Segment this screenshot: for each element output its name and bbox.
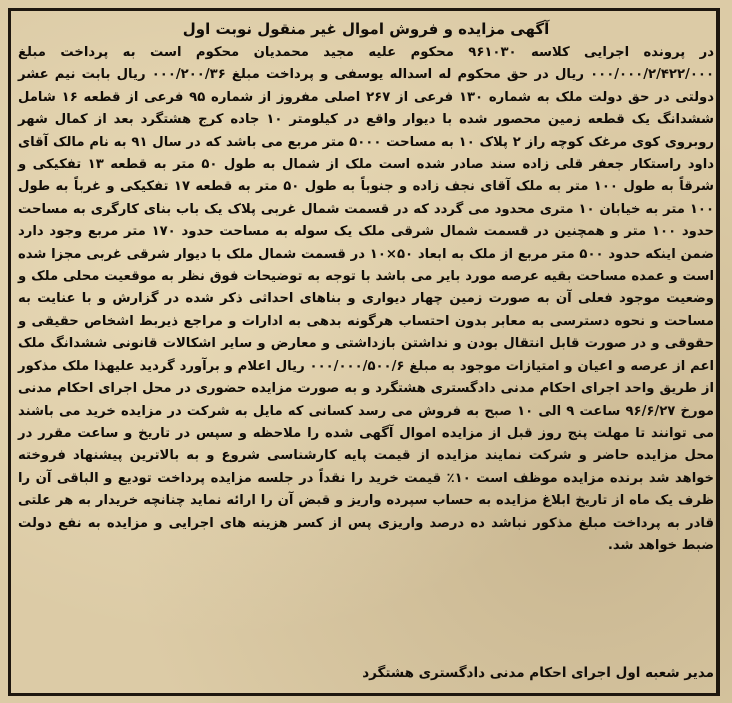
notice-body: در پرونده اجرایی کلاسه ۹۶۱۰۳۰ محکوم علیه مجید محمدیان محکوم است به پرداخت مبلغ ۰۰۰/۰۰۰/۲/۴۲۲/۰۰۰ ریال در حق محکوم له اسداله یوسفی و پرداخت مبلغ ۰۰۰/۲۰۰/۳۶ ریال بابت نیم عشر دولتی در حق دولت ملک به شماره ۱۳۰ فرعی از ۲۶۷ اصلی مفروز از شماره ۹۵ فرعی از قطعه ۱۶ شامل ششدانگ یک قطعه زمین محصور شده با دیوار واقع در کیلومتر ۱۰ جاده کرج هشتگرد بعد از کمال شهر روبروی کوی مرغک کوچه راز ۲ پلاک ۱۰ به مساحت ۵۰۰۰ متر مربع می باشد که در سال ۹۱ به نام مالک آقای داود راستکار جعفر قلی زاده سند صادر شده است ملک از شمال به طول ۵۰ متر به قطعه ۱۳ تفکیکی و شرقاً به طول ۱۰۰ متر به ملک آقای نجف زاده و جنوباً به طول ۵۰ متر به قطعه ۱۷ تفکیکی و غرباً به طول ۱۰۰ متر به خیابان ۱۰ متری محدود می گردد که در قسمت شمال غربی پلاک یک باب بنای کارگری به مساحت حدود ۱۰۰ متر و همچنین در قسمت شمال شرقی ملک یک سوله به مساحت حدود ۱۷۰ متر مربع وجود دارد ضمن اینکه حدود ۵۰۰ متر مربع از ملک به ابعاد ۵۰×۱۰ در قسمت شمال ملک با دیوار شرقی غربی مجزا شده است و عمده مساحت بقیه عرصه مورد بایر می باشد با توجه به توضیحات فوق نظر به موقعیت محلی ملک و وضعیت موجود فعلی آن به صورت زمین چهار دیواری و بناهای احداثی ذکر شده در گزارش و با عنایت به مساحت و نحوه دسترسی به معابر بدون احتساب هرگونه بدهی به ادارات و مراجع ذیربط اشخاص حقیقی و حقوقی و در صورت قابل انتقال بودن و نداشتن بازداشتی و معارض و سایر اشکالات قانونی ششدانگ ملک اعم از عرصه و اعیان و امتیازات موجود به مبلغ ۰۰۰/۰۰۰/۵۰۰/۶ ریال اعلام و برآورد گردید علیهذا ملک مذکور از طریق واحد اجرای احکام مدنی دادگستری هشتگرد و به صورت مزایده حضوری در محل اجرای احکام مدنی مورخ ۹۶/۶/۲۷ ساعت ۹ الی ۱۰ صبح به فروش می رسد کسانی که مایل به شرکت در مزایده خرید می باشند می توانند تا مهلت پنج روز قبل از مزایده اموال آگهی شده را ملاحظه و سپس در تاریخ و ساعت مقرر در محل مزایده حاضر و شرکت نمایند مزایده از قیمت پایه کارشناسی شروع و به بالاترین پیشنهاد فروخته خواهد شد برنده مزایده موظف است ۱۰٪ قیمت خرید را نقداً در جلسه مزایده پرداخت تودیع و الباقی آن را ظرف یک ماه از تاریخ ابلاغ مزایده به حساب سپرده واریز و قبض آن را ارائه نماید چنانچه خریدار به هر علتی قادر به پرداخت مبلغ مذکور نباشد ده درصد واریزی پس از کسر هزینه های اجرایی و مزایده به نفع دولت ضبط خواهد شد. [18, 45, 715, 553]
notice-signature: مدیر شعبه اول اجرای احکام مدنی دادگستری هشتگرد [362, 665, 714, 681]
notice-title: آگهی مزایده و فروش اموال غیر منقول نوبت اول [182, 20, 550, 38]
notice-content [18, 18, 714, 557]
